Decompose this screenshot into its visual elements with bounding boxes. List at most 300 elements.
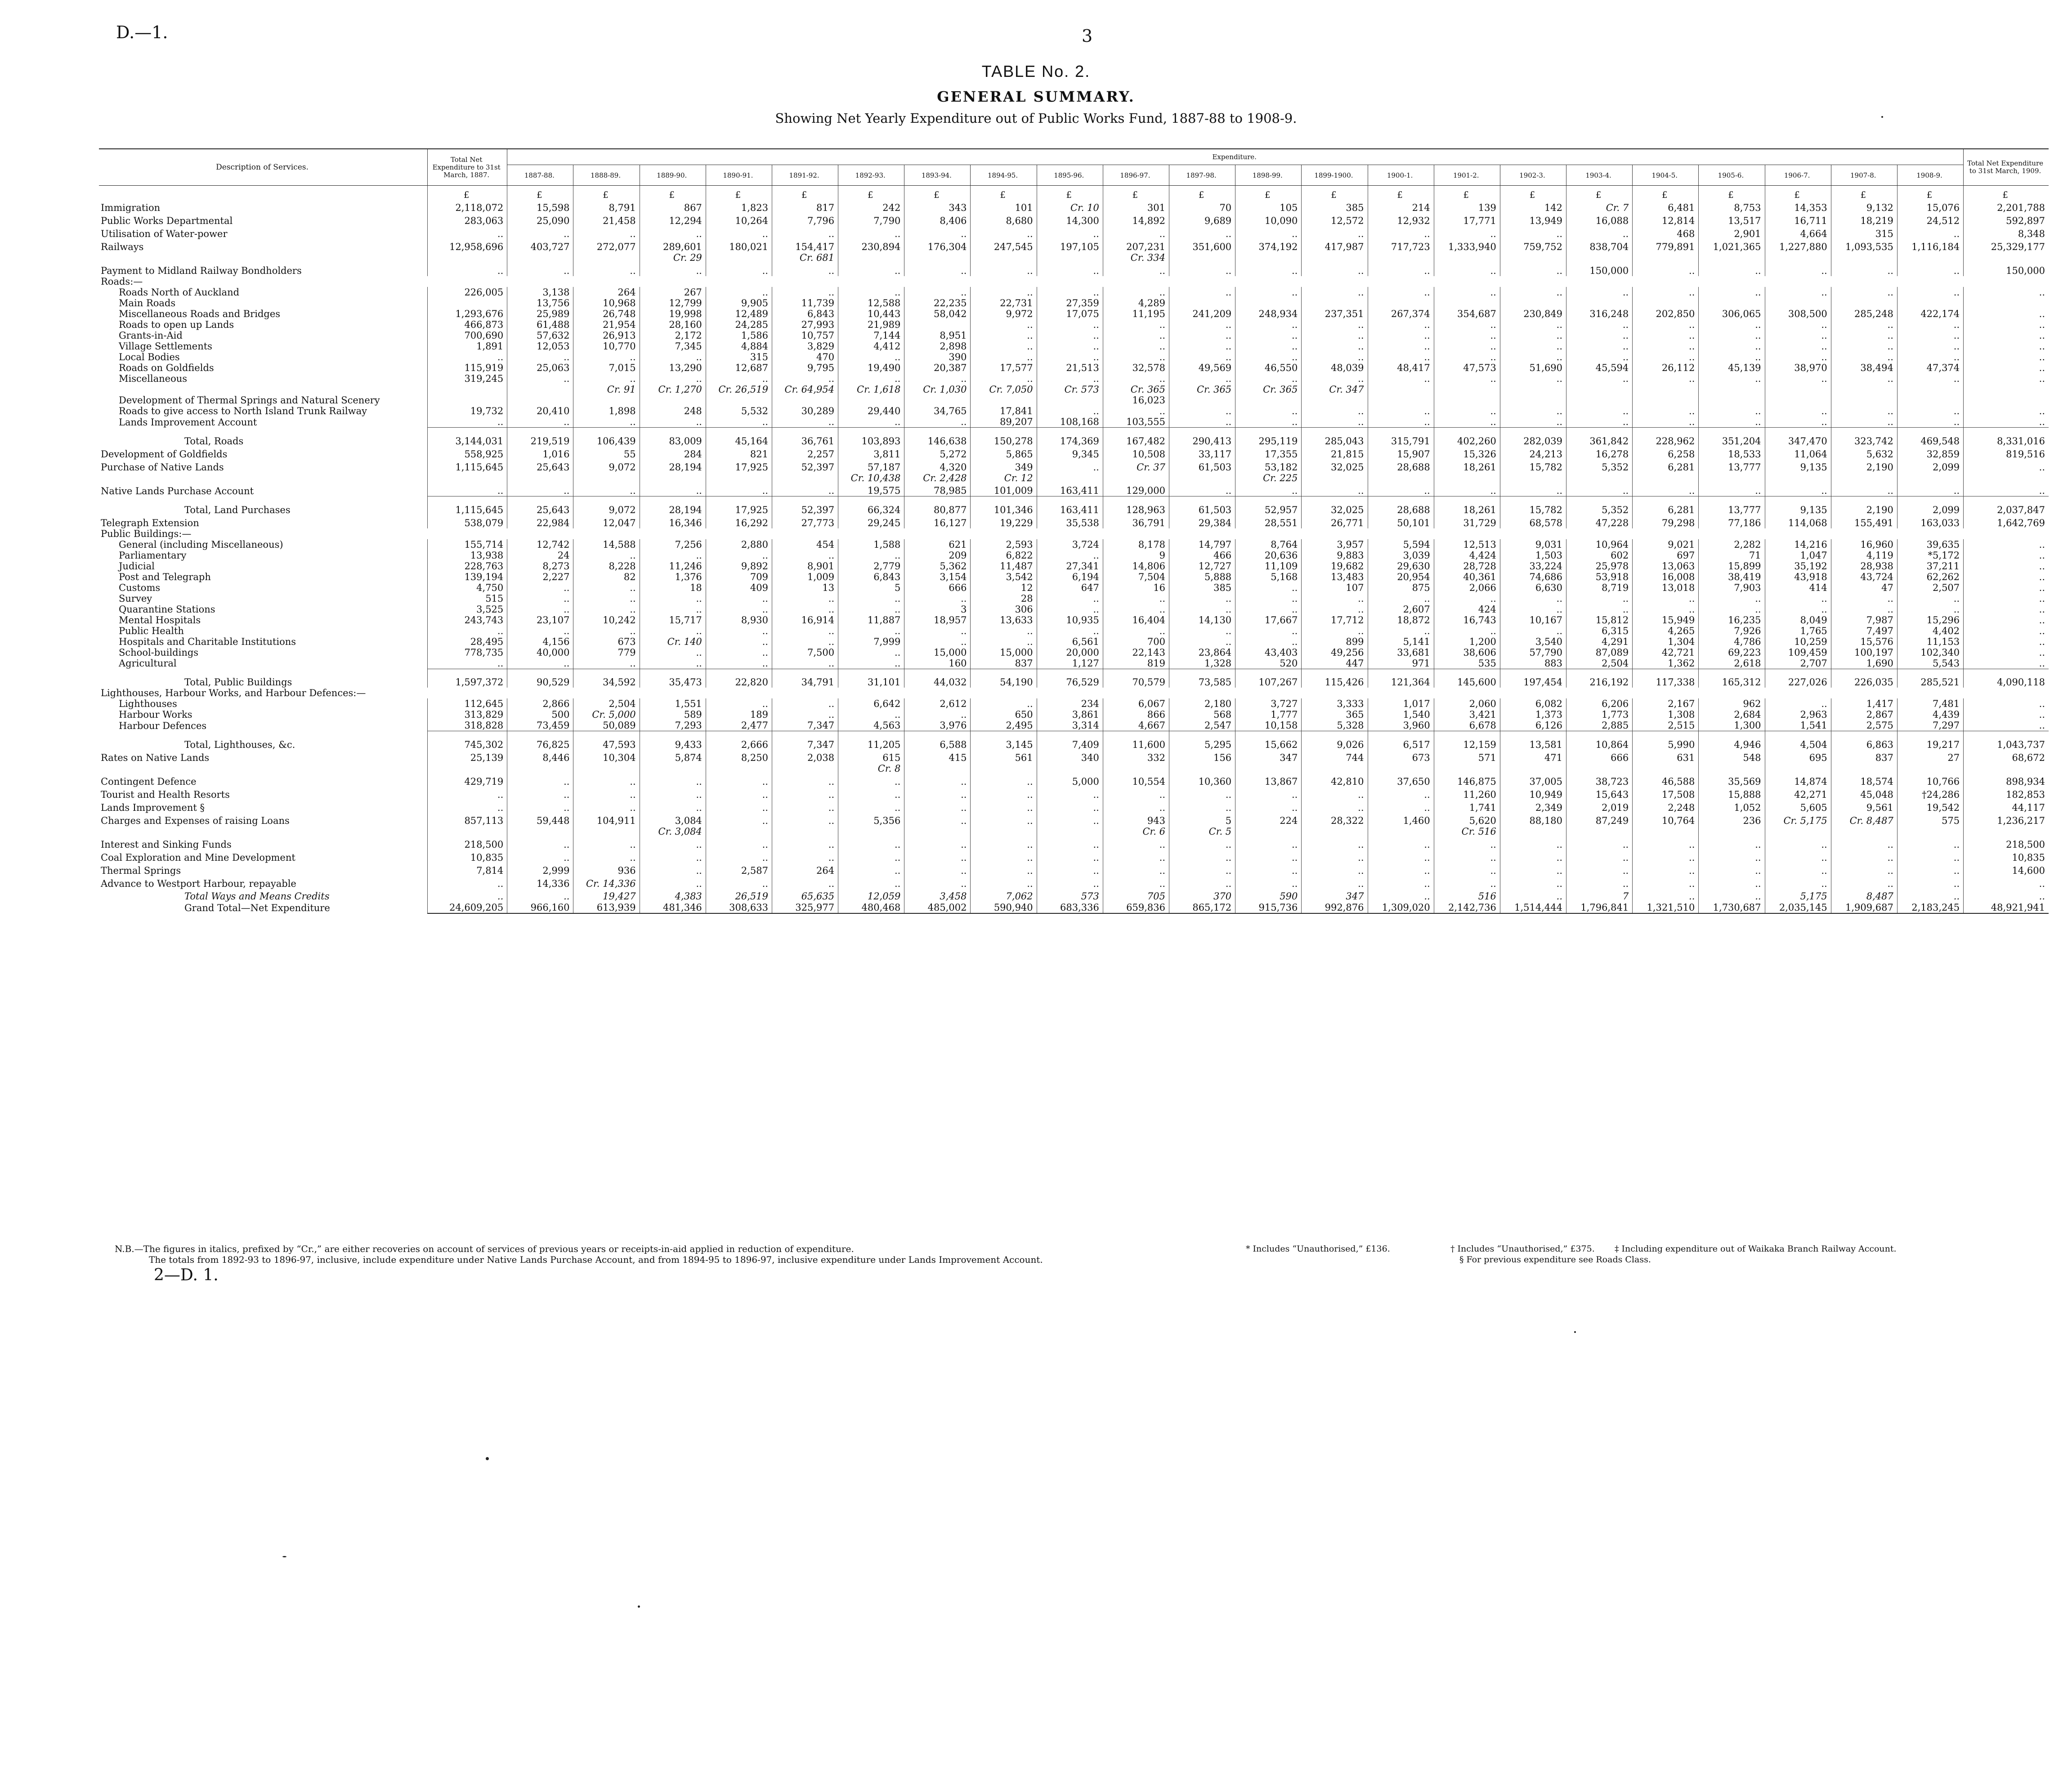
cell-value: 2,180 xyxy=(1169,698,1235,709)
cell-value: 19,542 xyxy=(1897,800,1963,813)
cell-value: 44,117 xyxy=(1964,800,2049,813)
cell-value xyxy=(1699,298,1765,309)
cell-value: 480,468 xyxy=(838,902,904,913)
cell-value: 83,009 xyxy=(640,428,706,447)
cell-value: .. xyxy=(428,352,507,362)
cell-value: 1,309,020 xyxy=(1368,902,1434,913)
row-label: Railways xyxy=(101,241,144,252)
cell-value: 10,360 xyxy=(1169,774,1235,787)
cell-value: .. xyxy=(1368,226,1434,239)
cell-value: .. xyxy=(1897,889,1963,902)
cell-value xyxy=(1765,763,1831,774)
currency-unit: £ xyxy=(904,186,971,201)
cell-value: 4,289 xyxy=(1103,298,1169,309)
cell-value: .. xyxy=(1566,406,1633,416)
cell-value: 5,632 xyxy=(1831,447,1897,460)
cell-value: .. xyxy=(573,787,640,800)
cell-value: 145,600 xyxy=(1434,669,1500,688)
cell-value: 10,508 xyxy=(1103,447,1169,460)
cell-value: 883 xyxy=(1500,658,1566,669)
cell-value: .. xyxy=(1169,406,1235,416)
table-row xyxy=(99,263,2049,276)
cell-value: 332 xyxy=(1103,750,1169,763)
cell-value: .. xyxy=(1897,373,1963,384)
cell-value: 42,810 xyxy=(1302,774,1368,787)
cell-value: .. xyxy=(838,787,904,800)
cell-value: 121,364 xyxy=(1368,669,1434,688)
cell-value: .. xyxy=(1103,319,1169,330)
cell-value: .. xyxy=(904,287,971,298)
table-row xyxy=(99,287,2049,298)
cell-value: .. xyxy=(1765,483,1831,496)
cell-value: 8,228 xyxy=(573,561,640,572)
cell-value: .. xyxy=(1368,416,1434,428)
cell-value: 5 xyxy=(838,582,904,593)
cell-value xyxy=(1765,473,1831,483)
table-row xyxy=(99,298,2049,309)
cell-value: 866 xyxy=(1103,709,1169,720)
row-label: Miscellaneous Roads and Bridges xyxy=(119,309,281,319)
cell-value: Cr. 334 xyxy=(1103,252,1169,263)
cell-value: 6,481 xyxy=(1633,200,1699,213)
cell-value: Cr. 10,438 xyxy=(838,473,904,483)
cell-value: 65,635 xyxy=(772,889,838,902)
cell-value: .. xyxy=(1831,319,1897,330)
cell-value: .. xyxy=(1434,287,1500,298)
cell-value xyxy=(1500,252,1566,263)
cell-value: .. xyxy=(1235,626,1302,636)
cell-value: .. xyxy=(1765,863,1831,876)
cell-value: 837 xyxy=(971,658,1037,669)
table-row xyxy=(99,341,2049,352)
cell-value: 101 xyxy=(971,200,1037,213)
table-row xyxy=(99,593,2049,604)
cell-value: 8,901 xyxy=(772,561,838,572)
currency-unit: £ xyxy=(1302,186,1368,201)
cell-value: 15,812 xyxy=(1566,615,1633,626)
header-row xyxy=(99,149,2049,165)
cell-value: 631 xyxy=(1633,750,1699,763)
cell-value: 4,156 xyxy=(507,636,573,647)
cell-value: 34,592 xyxy=(573,669,640,688)
cell-value: .. xyxy=(1434,850,1500,863)
cell-value: .. xyxy=(1037,837,1103,850)
row-label: Mental Hospitals xyxy=(119,614,201,626)
cell-value: 759,752 xyxy=(1500,239,1566,252)
cell-value xyxy=(1897,473,1963,483)
cell-value: 53,918 xyxy=(1566,572,1633,582)
cell-value: .. xyxy=(1235,226,1302,239)
cell-value: 47 xyxy=(1831,582,1897,593)
cell-value: 936 xyxy=(573,863,640,876)
cell-value: 11,739 xyxy=(772,298,838,309)
cell-value: 351,600 xyxy=(1169,239,1235,252)
table-row xyxy=(99,319,2049,330)
cell-value: Cr. 3,084 xyxy=(640,826,706,837)
cell-value xyxy=(428,384,507,395)
cell-value: 218,500 xyxy=(1964,837,2049,850)
cell-value: .. xyxy=(1964,539,2049,550)
cell-value: 659,836 xyxy=(1103,902,1169,913)
currency-unit: £ xyxy=(1368,186,1434,201)
cell-value: 857,113 xyxy=(428,813,507,826)
cell-value: 10,835 xyxy=(1964,850,2049,863)
cell-value: 284 xyxy=(640,447,706,460)
cell-value: 15,907 xyxy=(1368,447,1434,460)
column-header-year: 1904-5. xyxy=(1633,165,1699,186)
cell-value: 8,753 xyxy=(1699,200,1765,213)
cell-value: 315,791 xyxy=(1368,428,1434,447)
cell-value: 40,361 xyxy=(1434,572,1500,582)
cell-value: 9,561 xyxy=(1831,800,1897,813)
column-header-year: 1901-2. xyxy=(1434,165,1500,186)
cell-value: 20,636 xyxy=(1235,550,1302,561)
cell-value: 1,373 xyxy=(1500,709,1566,720)
cell-value: .. xyxy=(1302,406,1368,416)
footnote-dagger: † Includes “Unauthorised,” £375. xyxy=(1450,1244,1595,1254)
row-label: Harbour Works xyxy=(119,709,192,720)
cell-value: .. xyxy=(640,352,706,362)
cell-value: 2,172 xyxy=(640,330,706,341)
cell-value: .. xyxy=(838,626,904,636)
cell-value: .. xyxy=(1103,850,1169,863)
cell-value xyxy=(1500,473,1566,483)
column-header-year: 1907-8. xyxy=(1831,165,1897,186)
cell-value: 18,261 xyxy=(1434,460,1500,473)
cell-value: 10,764 xyxy=(1633,813,1699,826)
cell-value: .. xyxy=(1103,626,1169,636)
cell-value: 189 xyxy=(706,709,772,720)
cell-value: 13,777 xyxy=(1699,496,1765,515)
cell-value: .. xyxy=(1566,373,1633,384)
cell-value: 33,681 xyxy=(1368,647,1434,658)
cell-value: 27 xyxy=(1897,750,1963,763)
cell-value: .. xyxy=(838,876,904,889)
cell-value: 10,158 xyxy=(1235,720,1302,731)
cell-value: .. xyxy=(1103,406,1169,416)
cell-value: .. xyxy=(706,774,772,787)
cell-value: 2,066 xyxy=(1434,582,1500,593)
cell-value xyxy=(428,298,507,309)
cell-value: .. xyxy=(1831,263,1897,276)
cell-value: 36,761 xyxy=(772,428,838,447)
cell-value: 25,329,177 xyxy=(1964,239,2049,252)
cell-value: .. xyxy=(1765,850,1831,863)
cell-value: .. xyxy=(1037,626,1103,636)
cell-value: 22,820 xyxy=(706,669,772,688)
cell-value xyxy=(1434,395,1500,406)
cell-value: 7,256 xyxy=(640,539,706,550)
cell-value: .. xyxy=(1169,352,1235,362)
cell-value xyxy=(1302,763,1368,774)
cell-value: 7,999 xyxy=(838,636,904,647)
cell-value: .. xyxy=(1302,287,1368,298)
cell-value: .. xyxy=(1169,863,1235,876)
cell-value: 9,021 xyxy=(1633,539,1699,550)
cell-value: 61,503 xyxy=(1169,496,1235,515)
column-header-year: 1905-6. xyxy=(1699,165,1765,186)
cell-value: .. xyxy=(1897,226,1963,239)
cell-value: 25,989 xyxy=(507,309,573,319)
cell-value xyxy=(428,763,507,774)
cell-value: 19,732 xyxy=(428,406,507,416)
cell-value: 515 xyxy=(428,593,507,604)
cell-value: 7,790 xyxy=(838,213,904,226)
cell-value: 267,374 xyxy=(1368,309,1434,319)
cell-value: 22,143 xyxy=(1103,647,1169,658)
cell-value: 15,576 xyxy=(1831,636,1897,647)
cell-value: 49,256 xyxy=(1302,647,1368,658)
row-label: Agricultural xyxy=(119,658,177,669)
cell-value: 1,773 xyxy=(1566,709,1633,720)
cell-value: 417,987 xyxy=(1302,239,1368,252)
cell-value xyxy=(1897,384,1963,395)
cell-value: 25,090 xyxy=(507,213,573,226)
cell-value: 15,949 xyxy=(1633,615,1699,626)
cell-value: 26,913 xyxy=(573,330,640,341)
footnote-section: § For previous expenditure see Roads Class. xyxy=(1459,1255,1651,1265)
table-row xyxy=(99,688,2049,698)
cell-value: .. xyxy=(1368,850,1434,863)
cell-value: 32,025 xyxy=(1302,460,1368,473)
cell-value: 236 xyxy=(1699,813,1765,826)
cell-value: .. xyxy=(1368,330,1434,341)
cell-value: 1,328 xyxy=(1169,658,1235,669)
cell-value: .. xyxy=(1103,800,1169,813)
cell-value: 1,777 xyxy=(1235,709,1302,720)
cell-value: 6,678 xyxy=(1434,720,1500,731)
cell-value: 290,413 xyxy=(1169,428,1235,447)
cell-value: 7,297 xyxy=(1897,720,1963,731)
table-row xyxy=(99,774,2049,787)
cell-value: 163,411 xyxy=(1037,483,1103,496)
cell-value: Cr. 365 xyxy=(1235,384,1302,395)
cell-value: .. xyxy=(1302,837,1368,850)
cell-value: .. xyxy=(428,263,507,276)
cell-value: .. xyxy=(507,658,573,669)
row-label: Thermal Springs xyxy=(101,865,181,876)
footer-reference: 2—D. 1. xyxy=(154,1266,219,1284)
cell-value xyxy=(1235,826,1302,837)
row-label: Coal Exploration and Mine Development xyxy=(101,852,295,863)
cell-value: .. xyxy=(1633,863,1699,876)
cell-value: 561 xyxy=(971,750,1037,763)
cell-value: 8,273 xyxy=(507,561,573,572)
cell-value: †24,286 xyxy=(1897,787,1963,800)
cell-value: 237,351 xyxy=(1302,309,1368,319)
cell-value: *5,172 xyxy=(1897,550,1963,561)
cell-value: 1,127 xyxy=(1037,658,1103,669)
cell-value: .. xyxy=(1235,636,1302,647)
cell-value: .. xyxy=(1566,330,1633,341)
cell-value xyxy=(573,473,640,483)
cell-value: .. xyxy=(1368,800,1434,813)
cell-value: .. xyxy=(428,226,507,239)
cell-value: .. xyxy=(1500,287,1566,298)
cell-value: 14,892 xyxy=(1103,213,1169,226)
cell-value: 101,009 xyxy=(971,483,1037,496)
cell-value: 697 xyxy=(1633,550,1699,561)
cell-value: 163,033 xyxy=(1897,515,1963,528)
document-reference: D.—1. xyxy=(116,22,168,42)
cell-value: .. xyxy=(1765,698,1831,709)
cell-value xyxy=(573,252,640,263)
cell-value: 409 xyxy=(706,582,772,593)
cell-value xyxy=(507,252,573,263)
cell-value: 18,533 xyxy=(1699,447,1765,460)
cell-value xyxy=(507,826,573,837)
cell-value: .. xyxy=(1964,373,2049,384)
cell-value: 899 xyxy=(1302,636,1368,647)
cell-value: .. xyxy=(1434,863,1500,876)
cell-value: .. xyxy=(772,604,838,615)
currency-unit: £ xyxy=(1103,186,1169,201)
cell-value: 592,897 xyxy=(1964,213,2049,226)
row-label: Payment to Midland Railway Bondholders xyxy=(101,265,302,276)
cell-value: 70 xyxy=(1169,200,1235,213)
cell-value: 402,260 xyxy=(1434,428,1500,447)
cell-value: 2,963 xyxy=(1765,709,1831,720)
column-header-year: 1908-9. xyxy=(1897,165,1963,186)
cell-value: 35,538 xyxy=(1037,515,1103,528)
cell-value: .. xyxy=(1434,373,1500,384)
cell-value: 14,300 xyxy=(1037,213,1103,226)
cell-value xyxy=(1897,395,1963,406)
table-row xyxy=(99,636,2049,647)
cell-value: 315 xyxy=(1831,226,1897,239)
cell-value: 4,291 xyxy=(1566,636,1633,647)
cell-value: 1,376 xyxy=(640,572,706,582)
cell-value: .. xyxy=(971,813,1037,826)
column-header-year: 1896-97. xyxy=(1103,165,1169,186)
cell-value: 45,594 xyxy=(1566,362,1633,373)
cell-value: 454 xyxy=(772,539,838,550)
general-summary-table xyxy=(99,148,2049,914)
cell-value: .. xyxy=(573,373,640,384)
cell-value: .. xyxy=(1434,416,1500,428)
cell-value: .. xyxy=(1964,561,2049,572)
cell-value: .. xyxy=(1699,373,1765,384)
cell-value: .. xyxy=(1235,837,1302,850)
cell-value: 2,880 xyxy=(706,539,772,550)
cell-value: 1,021,365 xyxy=(1699,239,1765,252)
cell-value: 1,690 xyxy=(1831,658,1897,669)
cell-value: .. xyxy=(772,226,838,239)
cell-value xyxy=(1831,252,1897,263)
cell-value: .. xyxy=(971,800,1037,813)
cell-value: .. xyxy=(1235,593,1302,604)
table-title: GENERAL SUMMARY. xyxy=(937,88,1135,105)
cell-value: Cr. 6 xyxy=(1103,826,1169,837)
cell-value: 306,065 xyxy=(1699,309,1765,319)
cell-value: 8,791 xyxy=(573,200,640,213)
cell-value: 18,574 xyxy=(1831,774,1897,787)
cell-value: .. xyxy=(1235,341,1302,352)
cell-value: Cr. 91 xyxy=(573,384,640,395)
cell-value: .. xyxy=(1235,373,1302,384)
cell-value: 5,865 xyxy=(971,447,1037,460)
cell-value: 13,867 xyxy=(1235,774,1302,787)
cell-value: 2,999 xyxy=(507,863,573,876)
cell-value: .. xyxy=(838,837,904,850)
table-row xyxy=(99,352,2049,362)
cell-value: 155,491 xyxy=(1831,515,1897,528)
cell-value: 46,550 xyxy=(1235,362,1302,373)
cell-value: 5,532 xyxy=(706,406,772,416)
cell-value: .. xyxy=(573,658,640,669)
cell-value: .. xyxy=(1235,263,1302,276)
cell-value: .. xyxy=(772,850,838,863)
cell-value: 15,326 xyxy=(1434,447,1500,460)
cell-value: .. xyxy=(1765,406,1831,416)
cell-value: 2,099 xyxy=(1897,460,1963,473)
cell-value: 10,090 xyxy=(1235,213,1302,226)
cell-value: 37,211 xyxy=(1897,561,1963,572)
cell-value: .. xyxy=(1566,226,1633,239)
cell-value: 52,397 xyxy=(772,460,838,473)
cell-value: 573 xyxy=(1037,889,1103,902)
cell-value: .. xyxy=(1964,406,2049,416)
cell-value: .. xyxy=(1169,800,1235,813)
cell-value: .. xyxy=(1169,483,1235,496)
cell-value: .. xyxy=(428,483,507,496)
cell-value xyxy=(1235,763,1302,774)
cell-value: 61,503 xyxy=(1169,460,1235,473)
cell-value: .. xyxy=(573,352,640,362)
cell-value: .. xyxy=(904,263,971,276)
column-header-year: 1892-93. xyxy=(838,165,904,186)
cell-value: .. xyxy=(507,582,573,593)
cell-value: 361,842 xyxy=(1566,428,1633,447)
cell-value xyxy=(1235,395,1302,406)
cell-value: .. xyxy=(1699,416,1765,428)
cell-value: .. xyxy=(706,226,772,239)
cell-value: 16,711 xyxy=(1765,213,1831,226)
cell-value: .. xyxy=(573,550,640,561)
cell-value: 17,925 xyxy=(706,496,772,515)
cell-value: 313,829 xyxy=(428,709,507,720)
cell-value: 575 xyxy=(1897,813,1963,826)
cell-value: .. xyxy=(1500,876,1566,889)
cell-value: .. xyxy=(1235,787,1302,800)
row-label: Rates on Native Lands xyxy=(101,752,210,763)
cell-value: 717,723 xyxy=(1368,239,1434,252)
cell-value: .. xyxy=(971,352,1037,362)
cell-value: 8,250 xyxy=(706,750,772,763)
cell-value: .. xyxy=(1500,352,1566,362)
cell-value: 16,346 xyxy=(640,515,706,528)
table-row xyxy=(99,252,2049,263)
cell-value: 2,607 xyxy=(1368,604,1434,615)
cell-value xyxy=(706,826,772,837)
cell-value: .. xyxy=(1434,319,1500,330)
cell-value: .. xyxy=(1897,330,1963,341)
cell-value: 47,374 xyxy=(1897,362,1963,373)
cell-value: .. xyxy=(640,416,706,428)
cell-value xyxy=(1831,763,1897,774)
cell-value: .. xyxy=(971,787,1037,800)
cell-value: 28 xyxy=(971,593,1037,604)
cell-value: .. xyxy=(1037,876,1103,889)
cell-value: .. xyxy=(971,698,1037,709)
cell-value: 57,790 xyxy=(1500,647,1566,658)
column-header-year: 1894-95. xyxy=(971,165,1037,186)
cell-value: .. xyxy=(1897,406,1963,416)
cell-value: 2,707 xyxy=(1765,658,1831,669)
cell-value: 160 xyxy=(904,658,971,669)
cell-value: .. xyxy=(1500,341,1566,352)
cell-value: 22,731 xyxy=(971,298,1037,309)
